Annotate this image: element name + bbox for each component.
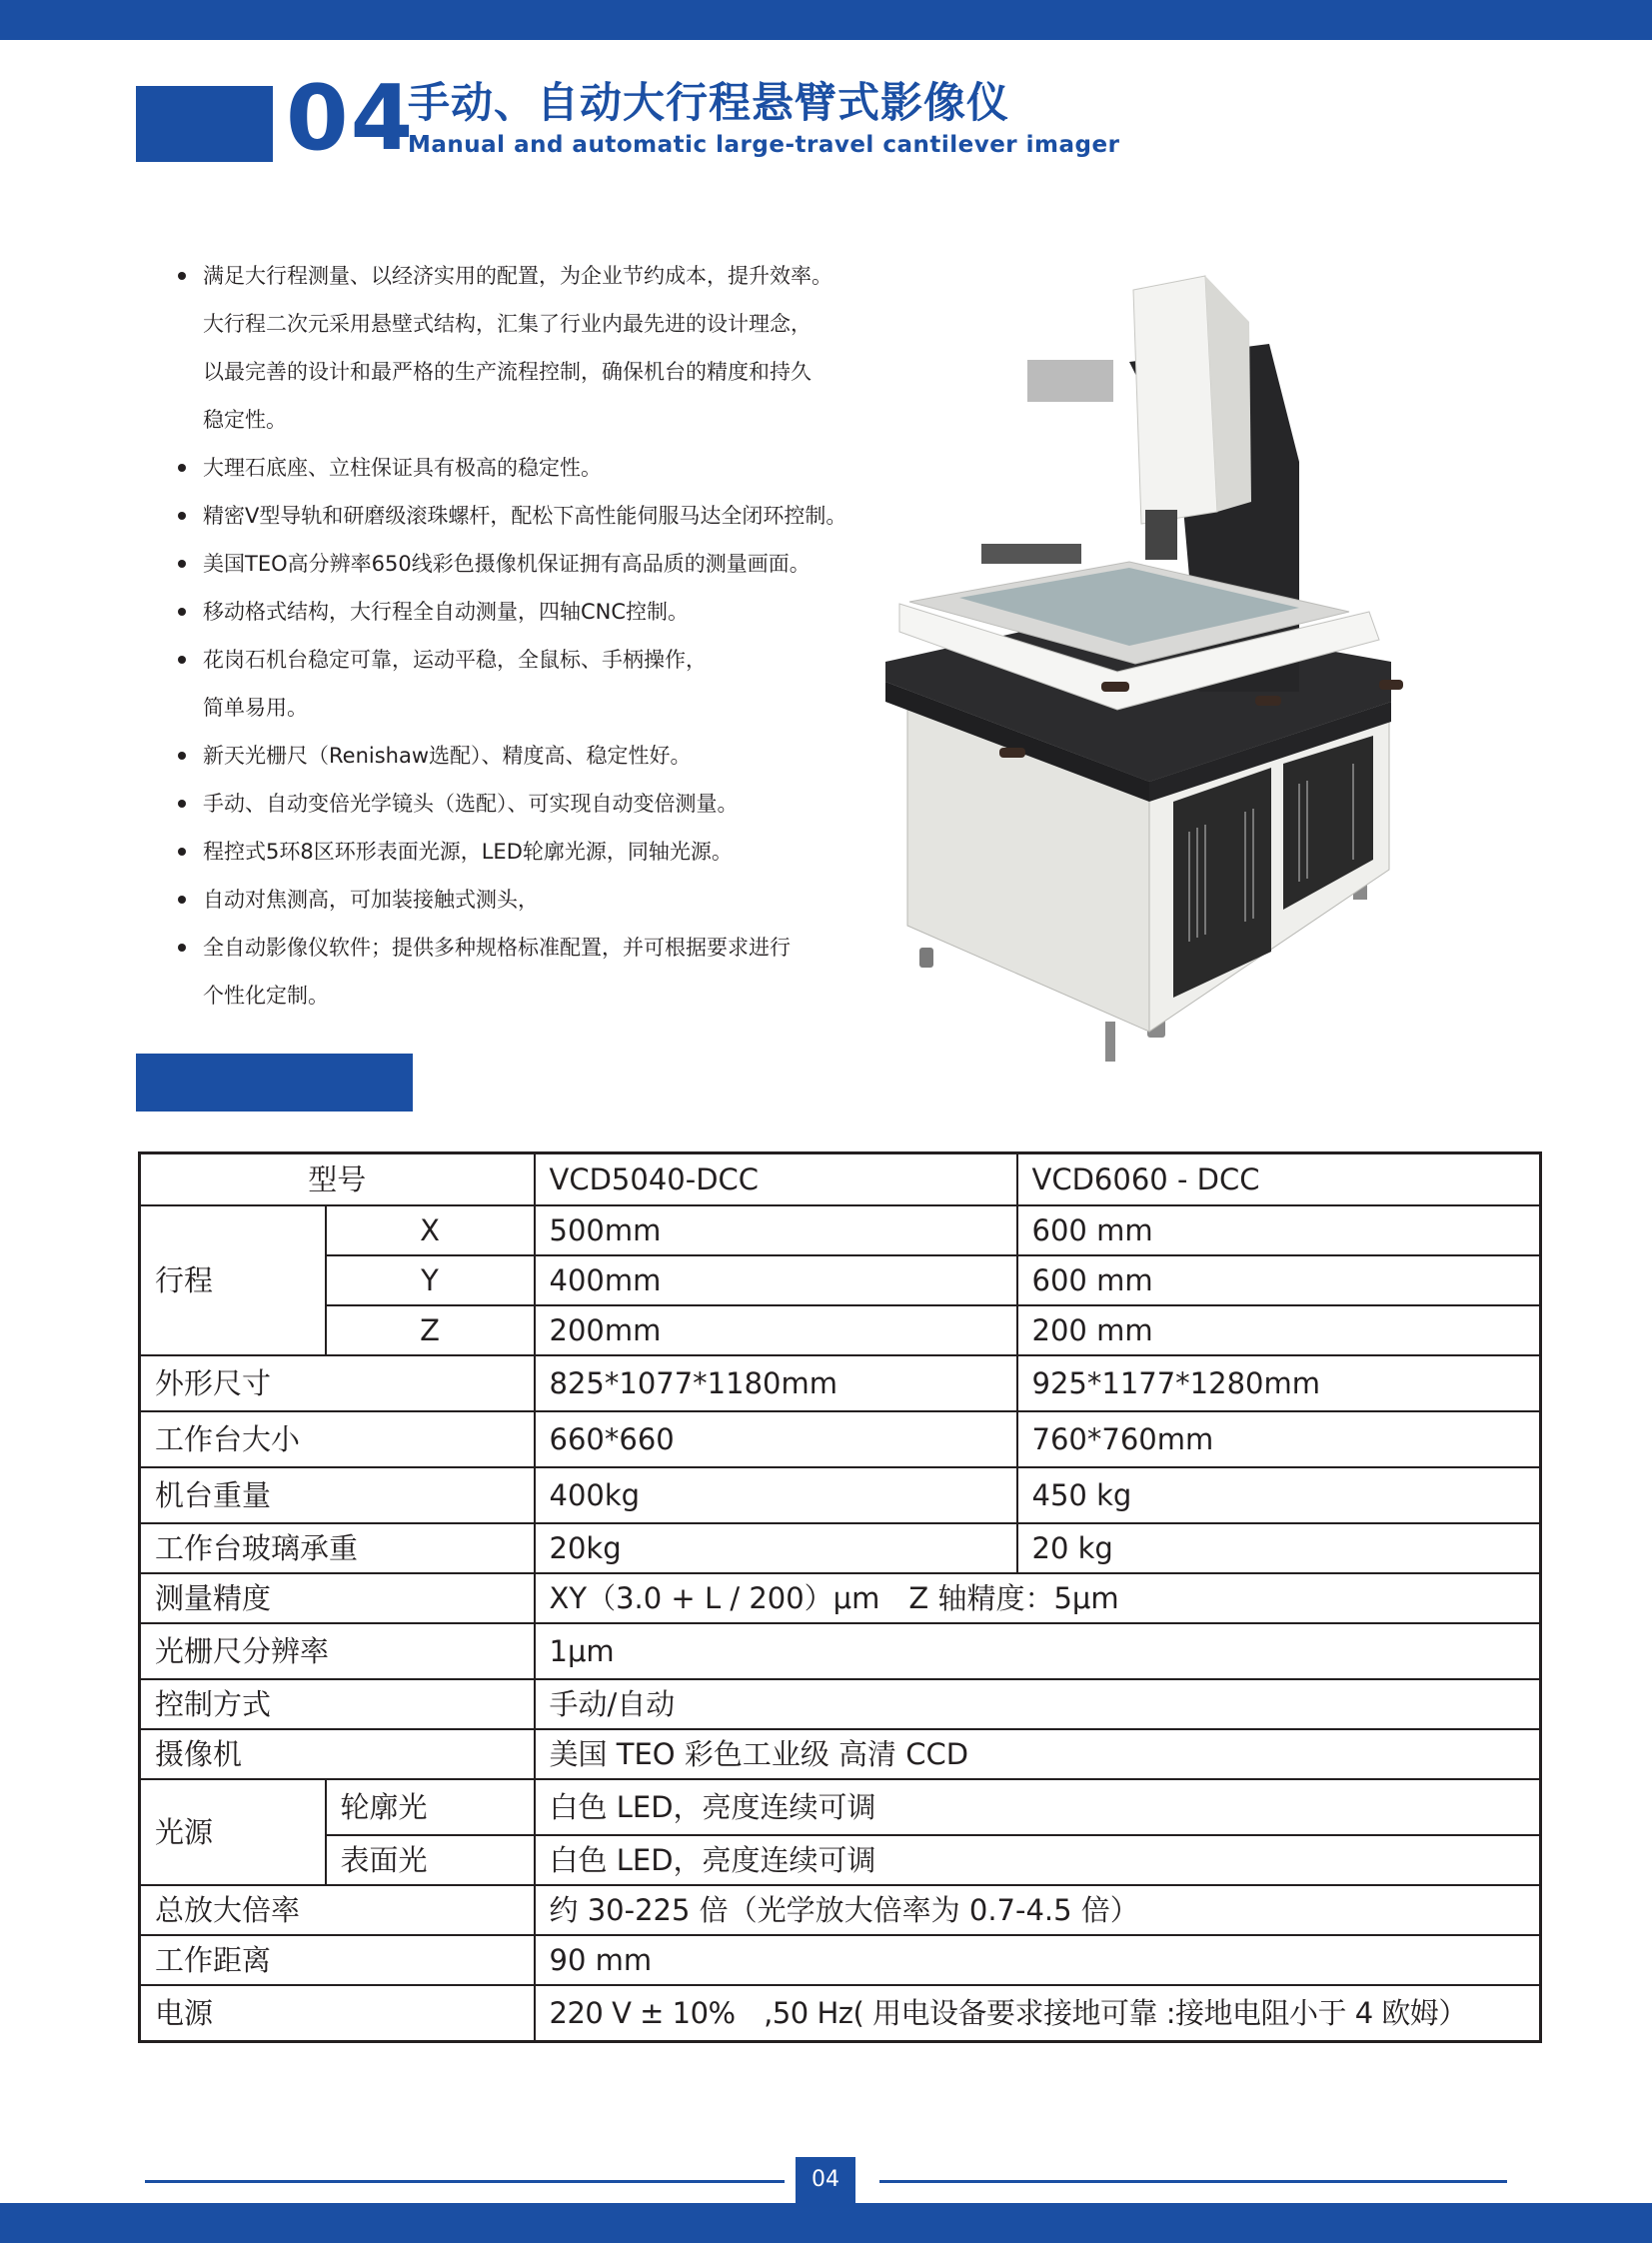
stage-clamp (981, 544, 1081, 564)
feature-item (176, 588, 935, 636)
header-accent-block (136, 86, 273, 162)
axis-cell: Z (326, 1305, 535, 1355)
feature-line: 手动、自动变倍光学镜头（选配）、可实现自动变倍测量。 (203, 792, 739, 816)
feature-item (176, 732, 935, 780)
sub-label-cell: 轮廓光 (326, 1779, 535, 1835)
machine-foot (919, 948, 933, 968)
value-cell: 220 V ± 10% ,50 Hz( 用电设备要求接地可靠 :接地电阻小于 4 欧姆） (535, 1985, 1541, 2042)
value-cell: 白色 LED，亮度连续可调 (535, 1779, 1541, 1835)
value-cell: XY（3.0 + L / 200）μm Z 轴精度：5μm (535, 1573, 1541, 1623)
spec-table (138, 1151, 1542, 2043)
value-cell: 20kg (535, 1523, 1017, 1573)
value-cell: 200mm (535, 1305, 1017, 1355)
footer-rule-left (145, 2180, 785, 2183)
page-number: 04 (796, 2157, 855, 2203)
feature-item (176, 924, 935, 1020)
model-cell: VCD6060 - DCC (1017, 1153, 1541, 1206)
page-title: 手动、自动大行程悬臂式影像仪 (408, 78, 1010, 127)
value-cell: 白色 LED，亮度连续可调 (535, 1835, 1541, 1885)
value-cell: 760*760mm (1017, 1411, 1541, 1467)
label-cell: 总放大倍率 (140, 1885, 535, 1935)
feature-line: 移动格式结构，大行程全自动测量，四轴CNC控制。 (203, 600, 690, 624)
feature-item (176, 780, 935, 828)
spec-row (140, 1835, 1541, 1885)
value-cell: 约 30-225 倍（光学放大倍率为 0.7-4.5 倍） (535, 1885, 1541, 1935)
camera-housing (1133, 276, 1217, 524)
value-cell: 825*1077*1180mm (535, 1355, 1017, 1411)
spec-row (140, 1679, 1541, 1729)
value-cell: 手动/自动 (535, 1679, 1541, 1729)
value-cell: 660*660 (535, 1411, 1017, 1467)
feature-line: 新天光栅尺（Renishaw选配）、精度高、稳定性好。 (203, 744, 692, 768)
feature-item (176, 252, 935, 444)
light-label-cell: 光源 (140, 1779, 326, 1885)
value-cell: 1μm (535, 1623, 1541, 1679)
value-cell: 450 kg (1017, 1467, 1541, 1523)
label-cell: 外形尺寸 (140, 1355, 535, 1411)
feature-line: 稳定性。 (203, 408, 287, 432)
spec-row (140, 1985, 1541, 2042)
adjust-knob (1379, 680, 1403, 690)
spec-row (140, 1411, 1541, 1467)
adjust-knob (1255, 696, 1281, 706)
value-cell: 925*1177*1280mm (1017, 1355, 1541, 1411)
label-cell: 电源 (140, 1985, 535, 2042)
label-cell: 摄像机 (140, 1729, 535, 1779)
feature-line: 大理石底座、立柱保证具有极高的稳定性。 (203, 456, 602, 480)
value-cell: 90 mm (535, 1935, 1541, 1985)
sub-label-cell: 表面光 (326, 1835, 535, 1885)
label-cell: 控制方式 (140, 1679, 535, 1729)
axis-cell: Y (326, 1255, 535, 1305)
label-cell: 光栅尺分辨率 (140, 1623, 535, 1679)
bottom-banner (0, 2203, 1652, 2243)
feature-line: 满足大行程测量、以经济实用的配置，为企业节约成本，提升效率。 (203, 264, 832, 288)
machine-photo (879, 262, 1439, 1112)
feature-item (176, 636, 935, 732)
machine-foot (1105, 1022, 1115, 1062)
model-label-cell: 型号 (140, 1153, 535, 1206)
feature-item (176, 444, 935, 492)
top-banner (0, 0, 1652, 40)
section-number: 04 (286, 66, 416, 171)
adjust-knob (999, 748, 1025, 758)
value-cell: 400kg (535, 1467, 1017, 1523)
feature-line: 简单易用。 (203, 696, 308, 720)
label-cell: 工作距离 (140, 1935, 535, 1985)
feature-line: 以最完善的设计和最严格的生产流程控制，确保机台的精度和持久 (203, 360, 812, 384)
spec-header-row (140, 1153, 1541, 1206)
feature-item (176, 828, 935, 876)
feature-line: 个性化定制。 (203, 984, 329, 1008)
value-cell: 400mm (535, 1255, 1017, 1305)
spec-row (140, 1305, 1541, 1355)
feature-item (176, 540, 935, 588)
feature-line: 大行程二次元采用悬壁式结构，汇集了行业内最先进的设计理念， (203, 312, 812, 336)
value-cell: 美国 TEO 彩色工业级 高清 CCD (535, 1729, 1541, 1779)
spec-row (140, 1467, 1541, 1523)
axis-cell: X (326, 1205, 535, 1255)
value-cell: 600 mm (1017, 1205, 1541, 1255)
feature-line: 美国TEO高分辨率650线彩色摄像机保证拥有高品质的测量画面。 (203, 552, 811, 576)
spec-row (140, 1205, 1541, 1255)
lens (1145, 510, 1177, 560)
spec-row (140, 1779, 1541, 1835)
value-cell: 200 mm (1017, 1305, 1541, 1355)
feature-line: 精密V型导轨和研磨级滚珠螺杆，配松下高性能伺服马达全闭环控制。 (203, 504, 847, 528)
spec-row (140, 1885, 1541, 1935)
feature-item (176, 492, 935, 540)
label-cell: 工作台玻璃承重 (140, 1523, 535, 1573)
model-cell: VCD5040-DCC (535, 1153, 1017, 1206)
spec-row (140, 1935, 1541, 1985)
spec-row (140, 1729, 1541, 1779)
spec-row (140, 1255, 1541, 1305)
adjust-knob (1101, 682, 1129, 692)
feature-line: 全自动影像仪软件；提供多种规格标准配置，并可根据要求进行 (203, 936, 791, 960)
travel-label-cell: 行程 (140, 1205, 326, 1355)
value-cell: 20 kg (1017, 1523, 1541, 1573)
value-cell: 500mm (535, 1205, 1017, 1255)
feature-line: 自动对焦测高，可加装接触式测头， (203, 888, 539, 912)
spec-row (140, 1355, 1541, 1411)
feature-list (176, 252, 935, 1020)
spec-row (140, 1623, 1541, 1679)
cabinet-door-left (1173, 768, 1271, 998)
feature-line: 花岗石机台稳定可靠，运动平稳，全鼠标、手柄操作， (203, 648, 707, 672)
spec-section-block (136, 1054, 413, 1112)
label-cell: 工作台大小 (140, 1411, 535, 1467)
spec-row (140, 1523, 1541, 1573)
page-subtitle: Manual and automatic large-travel cantilever imager (408, 132, 1120, 158)
value-cell: 600 mm (1017, 1255, 1541, 1305)
spec-row (140, 1573, 1541, 1623)
feature-item (176, 876, 935, 924)
granite-column-top (1027, 360, 1113, 402)
footer-rule-right (879, 2180, 1507, 2183)
label-cell: 测量精度 (140, 1573, 535, 1623)
feature-line: 程控式5环8区环形表面光源，LED轮廓光源，同轴光源。 (203, 840, 733, 864)
label-cell: 机台重量 (140, 1467, 535, 1523)
